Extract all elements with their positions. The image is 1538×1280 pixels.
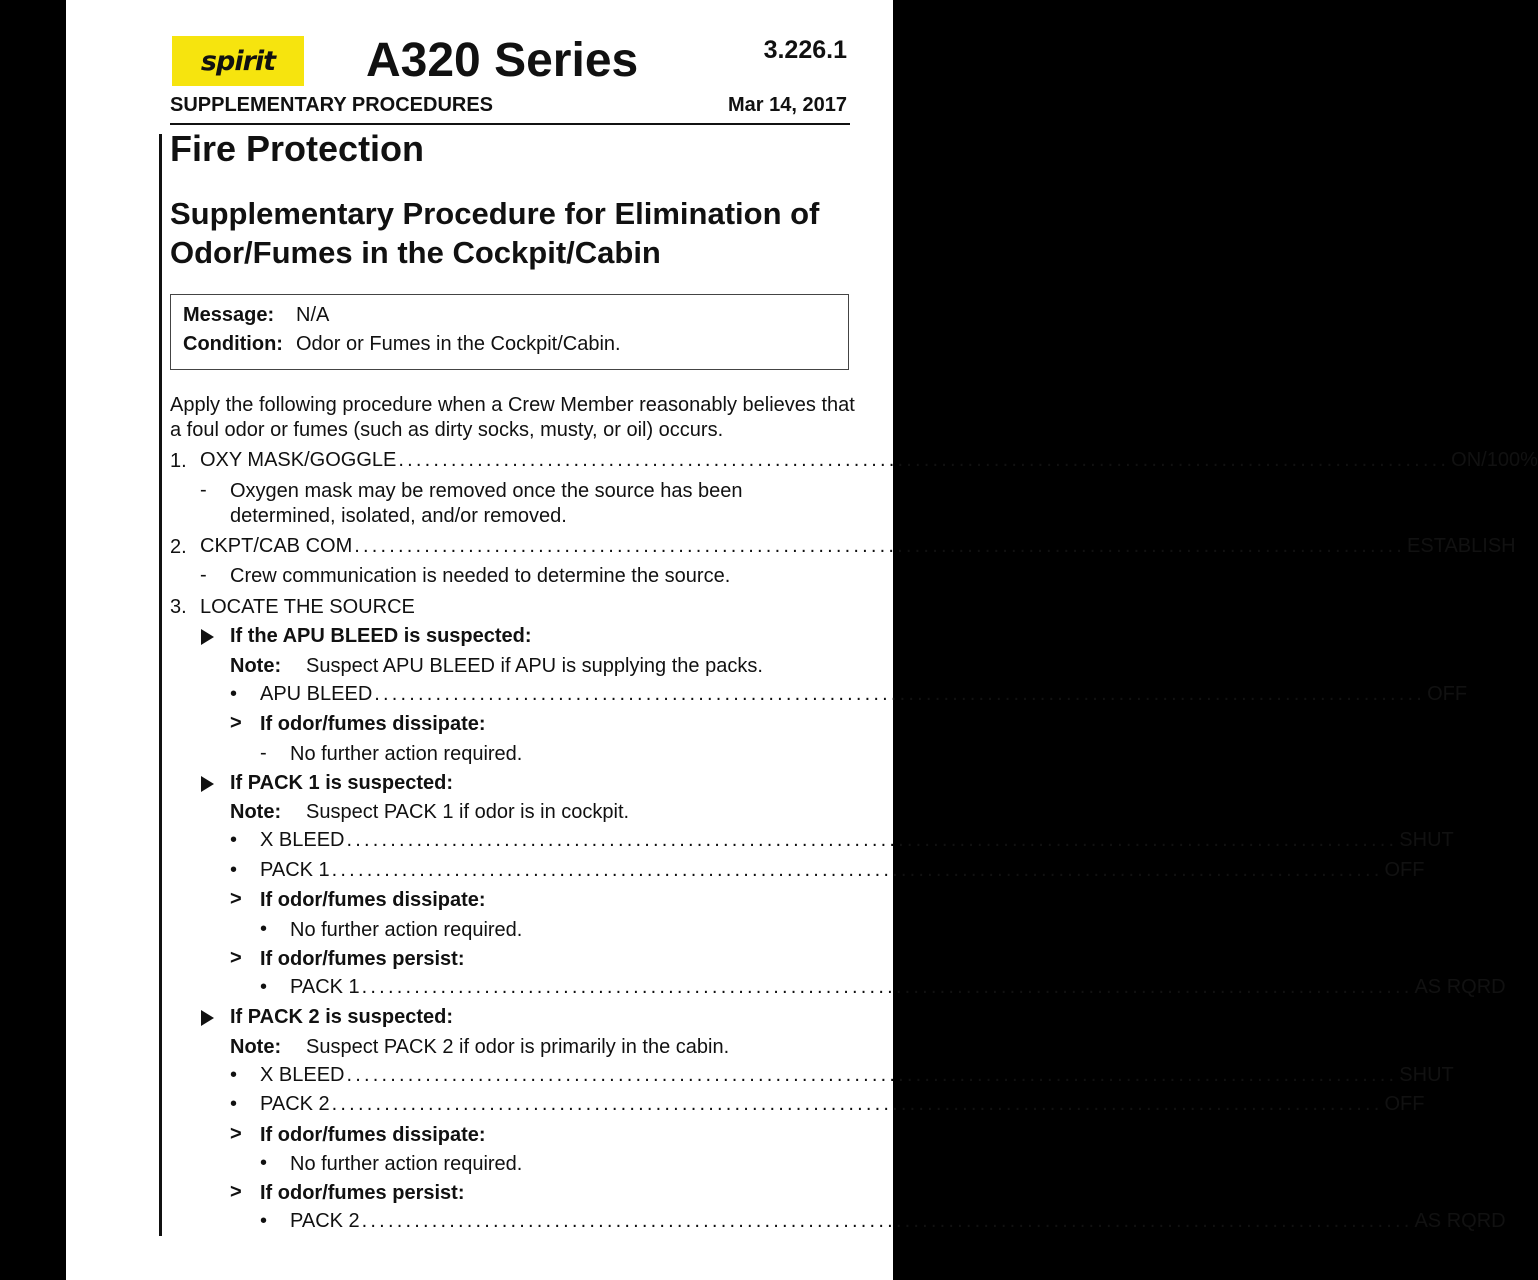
leader-dots: ........................................................................................................................ — [346, 829, 1398, 851]
apu-no-action: No further action required. — [290, 743, 523, 765]
item-label: PACK 2 — [290, 1210, 360, 1232]
leader-dots: ........................................................................................................................ — [354, 535, 1406, 557]
header-rule — [170, 123, 850, 125]
change-bar — [159, 134, 162, 1236]
leader-dots: ........................................................................................................................ — [398, 449, 1450, 471]
item-label: PACK 1 — [290, 976, 360, 998]
step-number: 1. — [170, 450, 187, 472]
step-value: ESTABLISH — [1407, 535, 1516, 557]
step-label: LOCATE THE SOURCE — [200, 596, 415, 618]
step-ckpt-com — [200, 535, 1516, 558]
leader-dots: ........................................................................................................................ — [361, 1210, 1413, 1232]
item-label: X BLEED — [260, 829, 345, 851]
apu-bleed-item — [260, 683, 1468, 706]
note-label: Note: — [230, 1036, 282, 1058]
item-value: SHUT — [1399, 829, 1454, 851]
pack1-dissipate: If odor/fumes dissipate: — [260, 889, 486, 911]
pack2-dissipate: If odor/fumes dissipate: — [260, 1124, 486, 1146]
item-value: OFF — [1384, 859, 1425, 881]
apu-heading: If the APU BLEED is suspected: — [230, 625, 532, 647]
condition-value: Odor or Fumes in the Cockpit/Cabin. — [296, 333, 621, 355]
pack2-pack-item — [260, 1093, 1425, 1116]
note-label: Note: — [230, 655, 282, 677]
step-note: Oxygen mask may be removed once the source has been determined, isolated, and/or removed. — [230, 480, 743, 527]
leader-dots: ........................................................................................................................ — [374, 683, 1426, 705]
pack1-heading: If PACK 1 is suspected: — [230, 772, 454, 794]
message-label: Message: — [183, 304, 275, 326]
pack1-persist: If odor/fumes persist: — [260, 948, 465, 970]
bullet-marker: • — [260, 1210, 268, 1232]
triangle-bullet-icon — [201, 629, 214, 645]
condition-row — [183, 333, 621, 356]
bullet-marker: • — [230, 829, 238, 851]
bullet-marker: • — [260, 976, 268, 998]
message-value: N/A — [296, 304, 330, 326]
gt-marker: > — [230, 1181, 242, 1203]
gt-marker: > — [230, 712, 242, 734]
item-label: APU BLEED — [260, 683, 373, 705]
item-label: PACK 2 — [260, 1093, 330, 1115]
item-value: OFF — [1427, 683, 1468, 705]
revision-date: Mar 14, 2017 — [728, 94, 847, 116]
step-oxy-mask — [200, 449, 1538, 472]
item-label: PACK 1 — [260, 859, 330, 881]
dash-marker: - — [200, 564, 207, 586]
pack1-pack-item — [260, 859, 1425, 882]
step-label: OXY MASK/GOGGLE — [200, 449, 397, 471]
step-value: ON/100% — [1451, 449, 1538, 471]
bullet-marker: • — [260, 1152, 268, 1174]
dash-marker: - — [260, 742, 267, 764]
pack1-xbleed-item — [260, 829, 1454, 852]
bullet-marker: • — [230, 859, 238, 881]
item-value: AS RQRD — [1414, 1210, 1506, 1232]
bullet-marker: • — [260, 918, 268, 940]
pack2-note: Suspect PACK 2 if odor is primarily in the cabin. — [306, 1036, 730, 1058]
step-number: 2. — [170, 536, 187, 558]
spirit-logo: spirit — [172, 36, 304, 86]
intro-paragraph: Apply the following procedure when a Crew Member reasonably believes that a foul odor or fumes (such as dirty socks, musty, or oil) occurs. — [170, 394, 855, 441]
triangle-bullet-icon — [201, 776, 214, 792]
dash-marker: - — [200, 479, 207, 501]
item-label: X BLEED — [260, 1064, 345, 1086]
leader-dots: ........................................................................................................................ — [331, 1093, 1383, 1115]
message-row — [183, 304, 329, 327]
pack1-note: Suspect PACK 1 if odor is in cockpit. — [306, 801, 630, 823]
triangle-bullet-icon — [201, 1010, 214, 1026]
apu-note: Suspect APU BLEED if APU is supplying the packs. — [306, 655, 763, 677]
item-value: OFF — [1384, 1093, 1425, 1115]
document-number: 3.226.1 — [763, 36, 847, 64]
apu-dissipate: If odor/fumes dissipate: — [260, 713, 486, 735]
bullet-marker: • — [230, 1093, 238, 1115]
step-label: CKPT/CAB COM — [200, 535, 353, 557]
pack2-persist: If odor/fumes persist: — [260, 1182, 465, 1204]
bullet-marker: • — [230, 683, 238, 705]
step-number: 3. — [170, 596, 187, 618]
page-title: Fire Protection — [170, 128, 425, 169]
series-title: A320 Series — [366, 34, 639, 87]
pack1-no-action: No further action required. — [290, 919, 523, 941]
bullet-marker: • — [230, 1064, 238, 1086]
document-page — [66, 0, 1538, 1280]
leader-dots: ........................................................................................................................ — [361, 976, 1413, 998]
gt-marker: > — [230, 888, 242, 910]
note-label: Note: — [230, 801, 282, 823]
item-value: AS RQRD — [1414, 976, 1506, 998]
leader-dots: ........................................................................................................................ — [331, 859, 1383, 881]
pack2-persist-item — [290, 1210, 1506, 1233]
item-value: SHUT — [1399, 1064, 1454, 1086]
pack2-xbleed-item — [260, 1064, 1454, 1087]
pack1-persist-item — [290, 976, 1506, 999]
pack2-no-action: No further action required. — [290, 1153, 523, 1175]
procedure-title: Supplementary Procedure for Elimination of Odor/Fumes in the Cockpit/Cabin — [170, 196, 820, 270]
gt-marker: > — [230, 947, 242, 969]
section-label: SUPPLEMENTARY PROCEDURES — [170, 94, 494, 116]
pack2-heading: If PACK 2 is suspected: — [230, 1006, 454, 1028]
gt-marker: > — [230, 1123, 242, 1145]
message-box — [170, 294, 849, 370]
leader-dots: ........................................................................................................................ — [346, 1064, 1398, 1086]
condition-label: Condition: — [183, 333, 283, 355]
step-note: Crew communication is needed to determine the source. — [230, 565, 731, 587]
